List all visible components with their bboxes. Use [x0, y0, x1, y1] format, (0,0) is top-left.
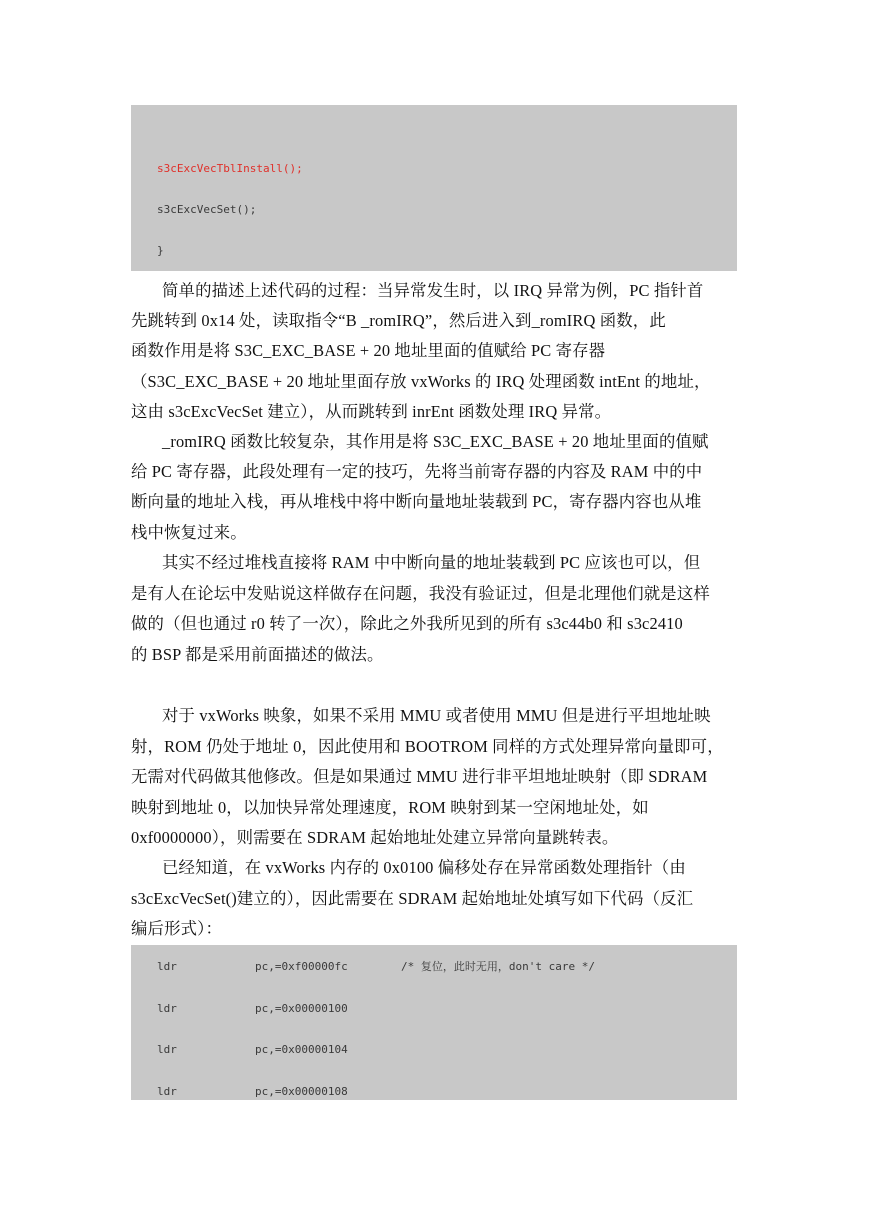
- text-line: _romIRQ 函数比较复杂，其作用是将 S3C_EXC_BASE + 20 地址里面的值赋: [162, 432, 709, 451]
- text-line: 是有人在论坛中发贴说这样做存在问题，我没有验证过，但是北理他们就是这样: [131, 584, 710, 603]
- code-line: s3cExcVecSet();: [157, 203, 257, 216]
- text-line: （S3C_EXC_BASE + 20 地址里面存放 vxWorks 的 IRQ 处理函数 intEnt 的地址，: [131, 372, 711, 391]
- text-line: 做的（但也通过 r0 转了一次），除此之外我所见到的所有 s3c44b0 和 s3c2410: [131, 614, 683, 633]
- text-line: 先跳转到 0x14 处，读取指令“B _romIRQ”，然后进入到_romIRQ 函数，此: [131, 311, 666, 330]
- asm-opcode: ldr: [157, 1043, 177, 1056]
- text-line: 映射到地址 0，以加快异常处理速度，ROM 映射到某一空闲地址处，如: [131, 798, 649, 817]
- text-line: 断向量的地址入栈，再从堆栈中将中断向量地址装载到 PC，寄存器内容也从堆: [131, 492, 702, 511]
- text-line: 0xf0000000），则需要在 SDRAM 起始地址处建立异常向量跳转表。: [131, 828, 619, 847]
- text-line: 编后形式）：: [131, 919, 223, 938]
- text-line: 的 BSP 都是采用前面描述的做法。: [131, 645, 384, 664]
- text-line: 这由 s3cExcVecSet 建立），从而跳转到 inrEnt 函数处理 IRQ 异常。: [131, 402, 612, 421]
- text-line: 射，ROM 仍处于地址 0，因此使用和 BOOTROM 同样的方式处理异常向量即可，: [131, 737, 724, 756]
- code-block-vector-table: [131, 945, 737, 1100]
- asm-operand: pc,=0x00000104: [255, 1043, 348, 1056]
- text-line: s3cExcVecSet()建立的），因此需要在 SDRAM 起始地址处填写如下代码（反汇: [131, 889, 694, 908]
- text-line: 函数作用是将 S3C_EXC_BASE + 20 地址里面的值赋给 PC 寄存器: [131, 341, 606, 360]
- text-line: 无需对代码做其他修改。但是如果通过 MMU 进行非平坦地址映射（即 SDRAM: [131, 767, 708, 786]
- text-line: 已经知道，在 vxWorks 内存的 0x0100 偏移处存在异常函数处理指针（由: [162, 858, 686, 877]
- asm-operand: pc,=0xf00000fc: [255, 960, 348, 973]
- text-line: 给 PC 寄存器，此段处理有一定的技巧，先将当前寄存器的内容及 RAM 中的中: [131, 462, 703, 481]
- text-line: 栈中恢复过来。: [131, 523, 247, 542]
- text-line: 简单的描述上述代码的过程：当异常发生时，以 IRQ 异常为例，PC 指针首: [162, 281, 704, 300]
- asm-opcode: ldr: [157, 1002, 177, 1015]
- asm-operand: pc,=0x00000100: [255, 1002, 348, 1015]
- text-line: 其实不经过堆栈直接将 RAM 中中断向量的地址装载到 PC 应该也可以，但: [162, 553, 701, 572]
- text-line: 对于 vxWorks 映象，如果不采用 MMU 或者使用 MMU 但是进行平坦地址映: [162, 706, 711, 725]
- code-line: s3cExcVecTblInstall();: [157, 162, 303, 175]
- asm-operand: pc,=0x00000108: [255, 1085, 348, 1098]
- asm-opcode: ldr: [157, 960, 177, 973]
- asm-comment: /* 复位，此时无用，don't care */: [401, 960, 595, 973]
- asm-opcode: ldr: [157, 1085, 177, 1098]
- code-line: }: [157, 244, 164, 257]
- code-block-install: [131, 105, 737, 271]
